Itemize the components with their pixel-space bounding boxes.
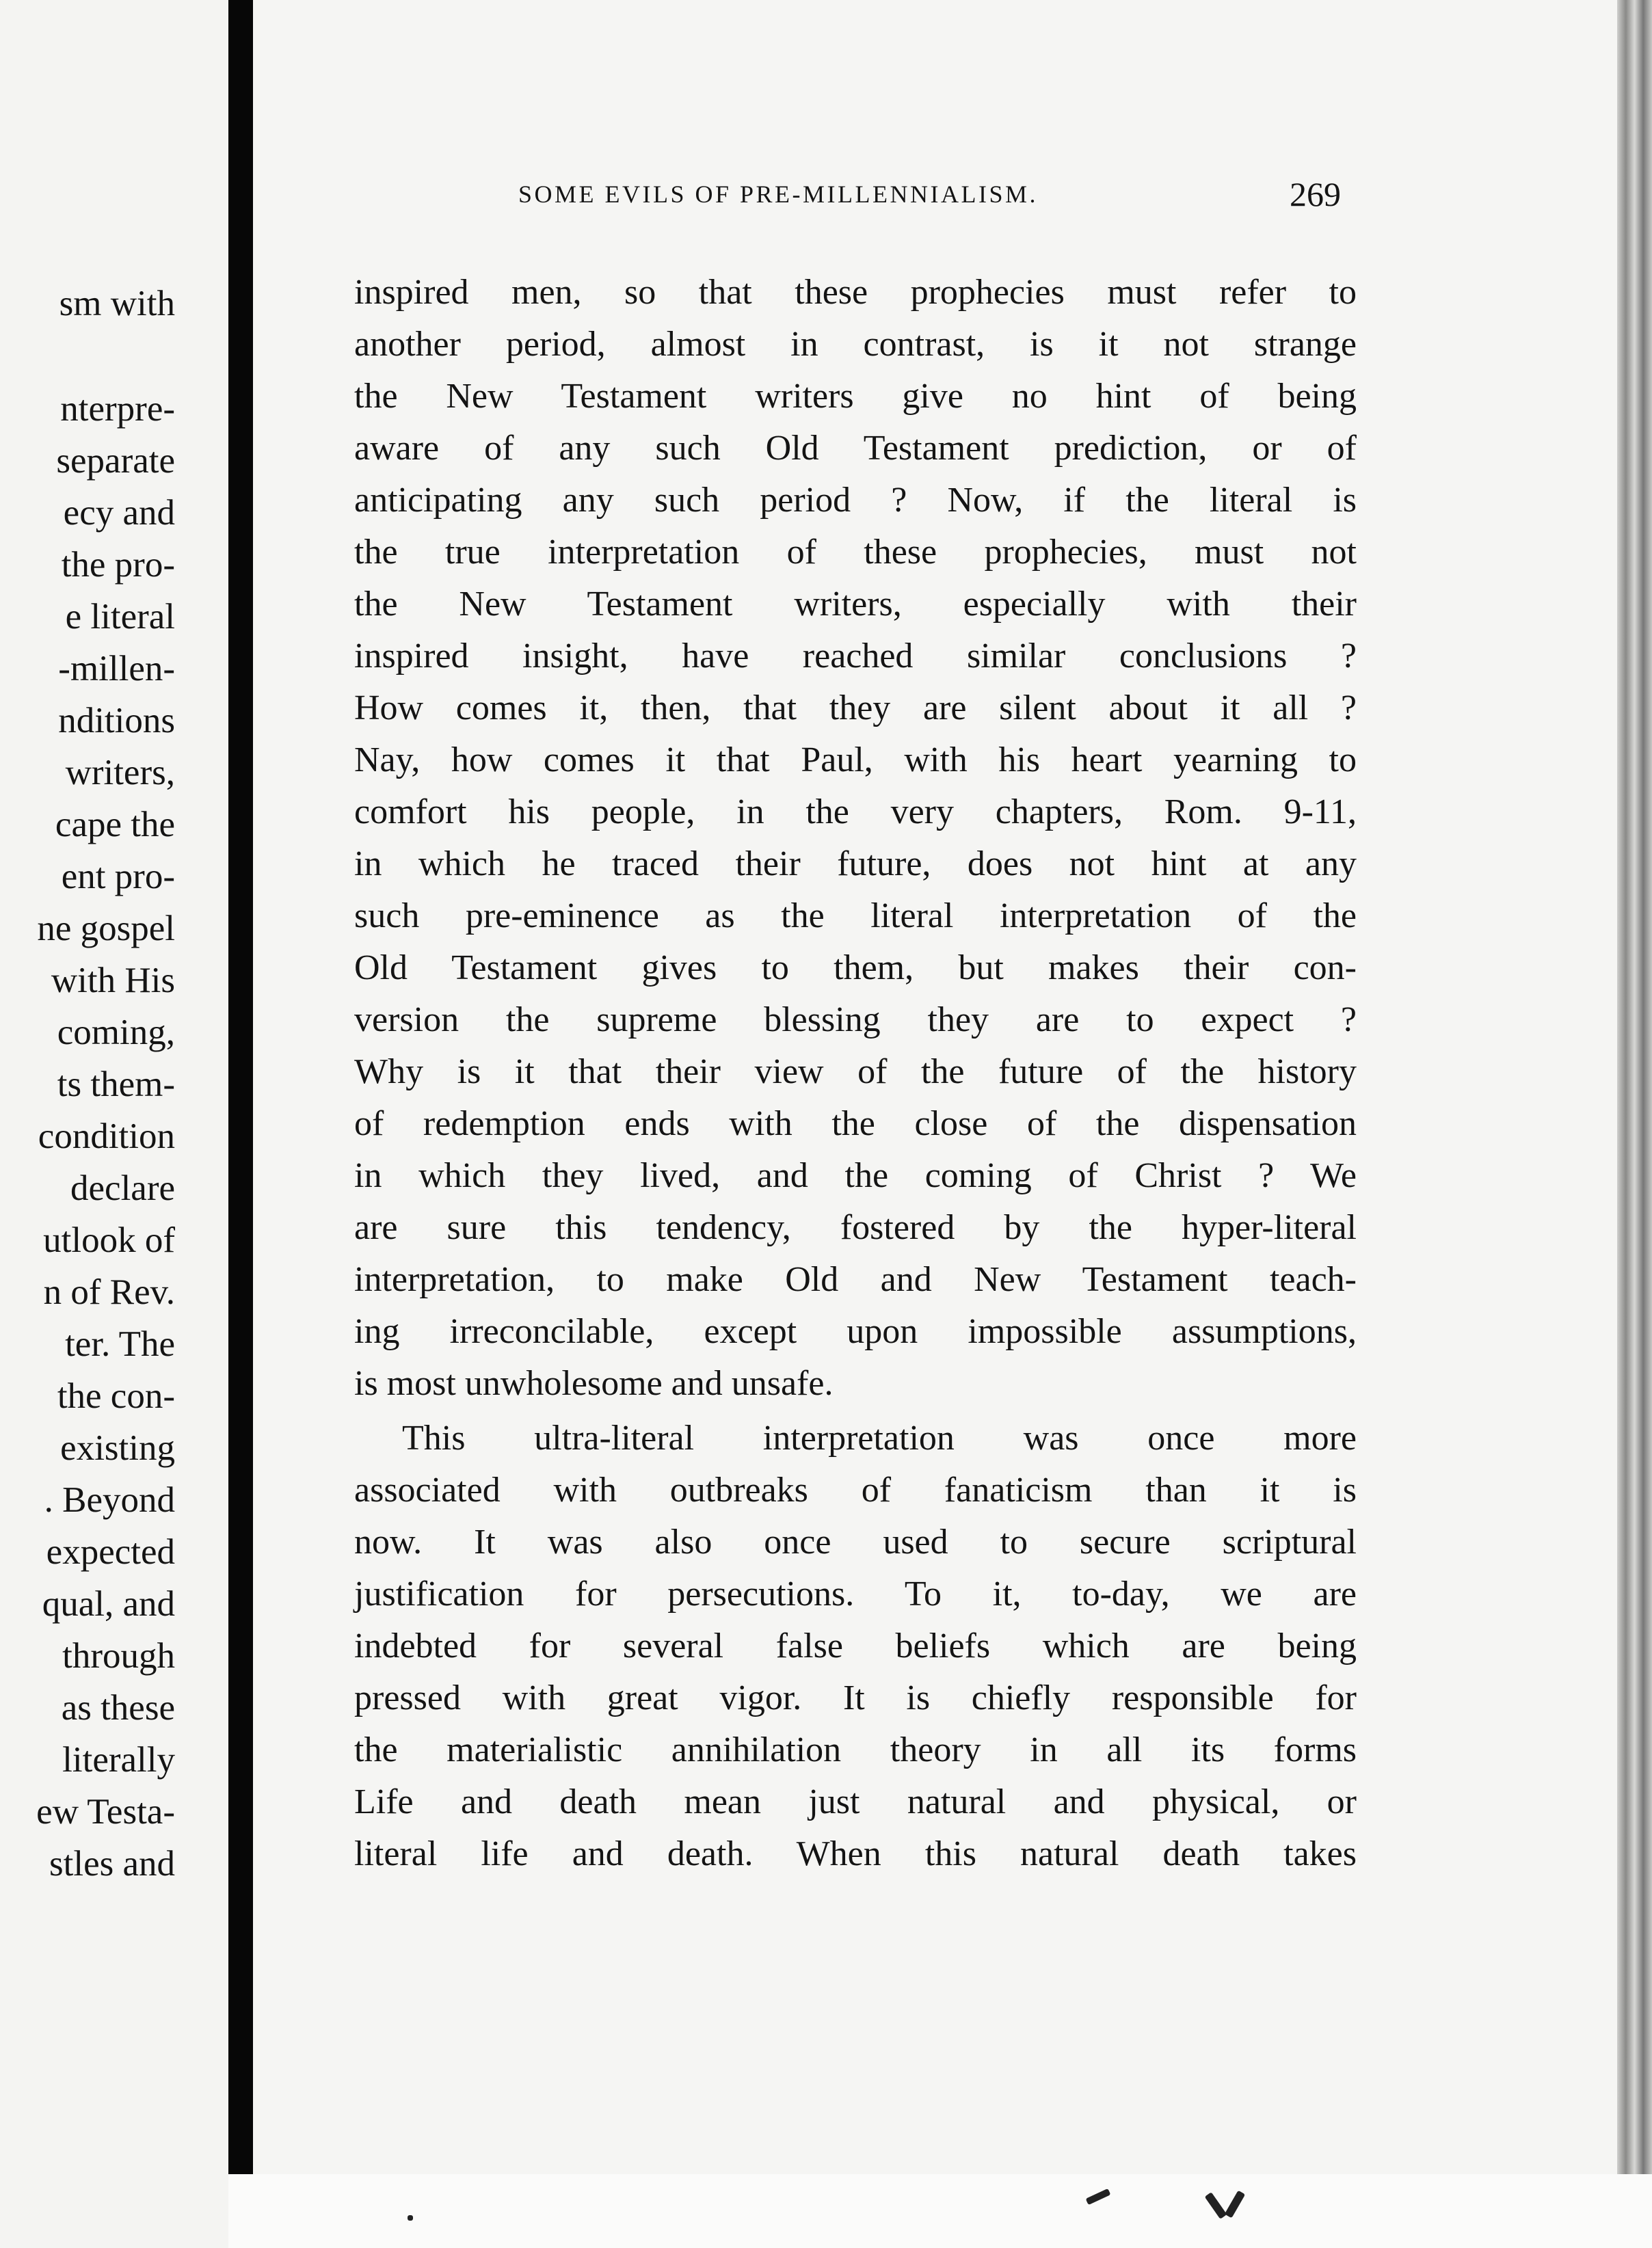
body-line: are sure this tendency, fostered by the hyper-literal bbox=[354, 1208, 1357, 1247]
left-page-line: declare bbox=[70, 1168, 175, 1208]
left-page-line: cape the bbox=[55, 805, 175, 844]
left-page-line: e literal bbox=[65, 597, 175, 637]
scan-mark bbox=[408, 2215, 413, 2221]
left-page-line: condition bbox=[38, 1116, 175, 1156]
left-page-line: as these bbox=[61, 1688, 175, 1728]
body-line: in which they lived, and the coming of Christ ? We bbox=[354, 1156, 1357, 1195]
left-page-line: ecy and bbox=[63, 493, 175, 533]
left-page-line: existing bbox=[60, 1428, 175, 1468]
body-line: Nay, how comes it that Paul, with his heart yearning to bbox=[354, 740, 1357, 779]
body-line: in which he traced their future, does not hint at any bbox=[354, 844, 1357, 883]
scan-bottom-margin bbox=[228, 2174, 1652, 2248]
scan-mark bbox=[1086, 2189, 1111, 2205]
left-page-line: ne gospel bbox=[37, 909, 175, 948]
body-line: ing irreconcilable, except upon impossible assumptions, bbox=[354, 1312, 1357, 1351]
body-line: How comes it, then, that they are silent about it all ? bbox=[354, 688, 1357, 727]
body-line: version the supreme blessing they are to expect ? bbox=[354, 1000, 1357, 1039]
left-page-line: . Beyond bbox=[44, 1480, 175, 1520]
body-line: indebted for several false beliefs which are being bbox=[354, 1627, 1357, 1665]
body-line: the materialistic annihilation theory in all its forms bbox=[354, 1730, 1357, 1769]
page-edge bbox=[1617, 0, 1652, 2174]
book-gutter bbox=[228, 0, 253, 2248]
body-line: aware of any such Old Testament prediction, or of bbox=[354, 429, 1357, 468]
left-page-fragment bbox=[0, 0, 228, 2248]
left-page-line: utlook of bbox=[43, 1220, 175, 1260]
body-line: This ultra-literal interpretation was once more bbox=[402, 1419, 1357, 1458]
left-page-line: nditions bbox=[58, 701, 175, 740]
left-page-line: ts them- bbox=[57, 1065, 175, 1104]
body-line: inspired men, so that these prophecies must refer to bbox=[354, 273, 1357, 312]
left-page-line: ter. The bbox=[65, 1324, 175, 1364]
left-page-line: with His bbox=[51, 961, 175, 1000]
left-page-line: expected bbox=[46, 1532, 175, 1572]
left-page-line: the pro- bbox=[61, 545, 175, 585]
scan-mark bbox=[1225, 2191, 1245, 2219]
left-page-line: literally bbox=[62, 1740, 175, 1780]
body-line: interpretation, to make Old and New Testament teach- bbox=[354, 1260, 1357, 1299]
left-page-line: ent pro- bbox=[61, 857, 175, 896]
body-line: literal life and death. When this natural death takes bbox=[354, 1834, 1357, 1873]
left-page-line: ew Testa- bbox=[36, 1792, 175, 1832]
page-number: 269 bbox=[1290, 175, 1341, 213]
body-line: comfort his people, in the very chapters, Rom. 9-11, bbox=[354, 792, 1357, 831]
left-page-line: n of Rev. bbox=[43, 1272, 175, 1312]
left-page-line: the con- bbox=[57, 1376, 175, 1416]
scan-mark bbox=[1205, 2192, 1227, 2219]
body-line: Life and death mean just natural and physical, or bbox=[354, 1782, 1357, 1821]
body-line: associated with outbreaks of fanaticism than it is bbox=[354, 1471, 1357, 1510]
left-page-line: writers, bbox=[65, 753, 175, 792]
left-page-line: coming, bbox=[57, 1013, 175, 1052]
body-line: Old Testament gives to them, but makes their con- bbox=[354, 948, 1357, 987]
body-line: another period, almost in contrast, is it not strange bbox=[354, 325, 1357, 364]
body-line: pressed with great vigor. It is chiefly responsible for bbox=[354, 1678, 1357, 1717]
body-line: inspired insight, have reached similar conclusions ? bbox=[354, 637, 1357, 675]
body-line: the true interpretation of these prophecies, must not bbox=[354, 533, 1357, 572]
body-line: is most unwholesome and unsafe. bbox=[354, 1364, 834, 1403]
body-line: now. It was also once used to secure scriptural bbox=[354, 1523, 1357, 1562]
body-line: justification for persecutions. To it, to-day, we are bbox=[354, 1575, 1357, 1614]
running-head: SOME EVILS OF PRE-MILLENNIALISM. bbox=[518, 180, 1038, 208]
left-page-line: -millen- bbox=[58, 649, 175, 688]
body-line: Why is it that their view of the future of the history bbox=[354, 1052, 1357, 1091]
left-page-line: sm with bbox=[59, 284, 175, 323]
left-page-line: through bbox=[62, 1636, 175, 1676]
body-line: anticipating any such period ? Now, if the literal is bbox=[354, 481, 1357, 520]
body-line: such pre-eminence as the literal interpretation of the bbox=[354, 896, 1357, 935]
body-line: of redemption ends with the close of the dispensation bbox=[354, 1104, 1357, 1143]
left-page-line: nterpre- bbox=[60, 389, 175, 429]
left-page-line: separate bbox=[56, 441, 175, 481]
left-page-line: qual, and bbox=[42, 1584, 175, 1624]
left-page-line: stles and bbox=[49, 1844, 175, 1884]
body-line: the New Testament writers give no hint of being bbox=[354, 377, 1357, 416]
body-line: the New Testament writers, especially with their bbox=[354, 585, 1357, 624]
page-header bbox=[253, 175, 1617, 221]
right-page bbox=[253, 0, 1617, 2174]
